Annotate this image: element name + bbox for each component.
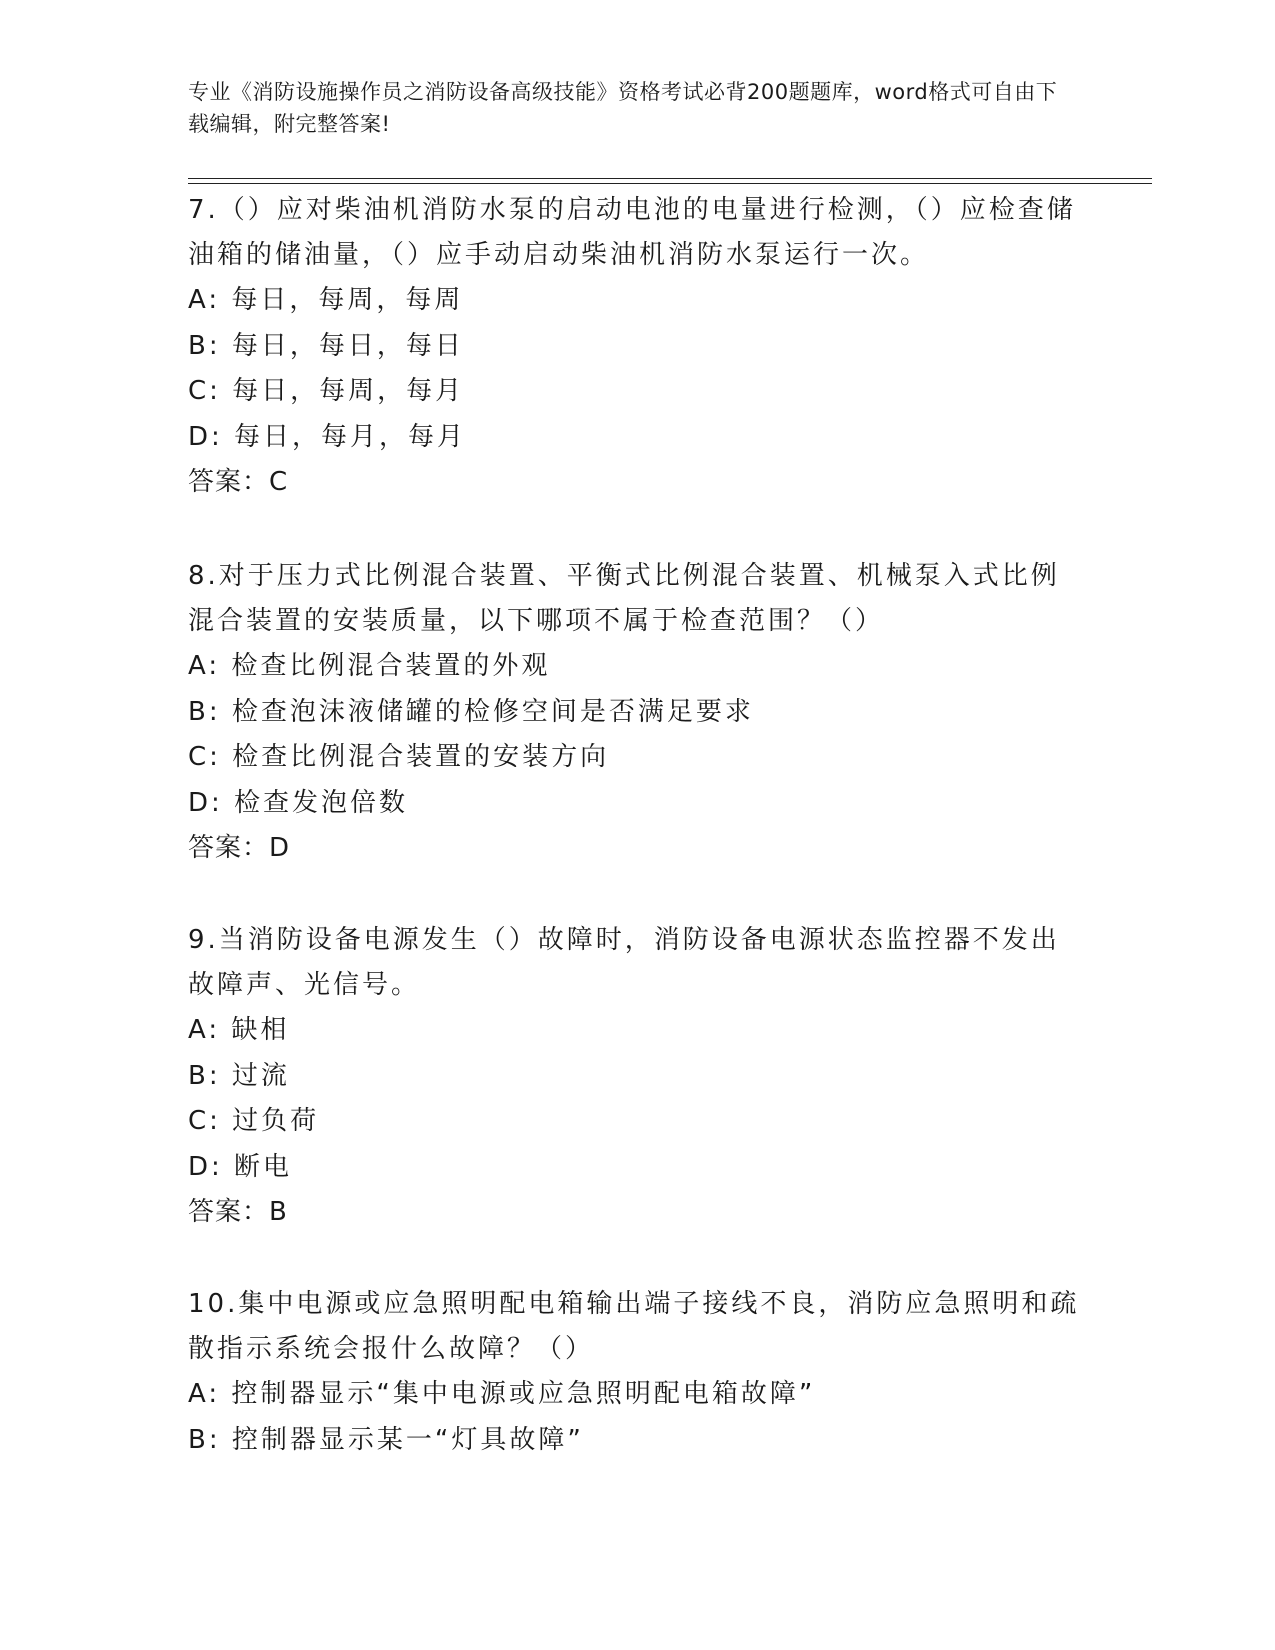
question-9 (188, 918, 1088, 1235)
question-7 (188, 188, 1088, 505)
question-stem: 9.当消防设备电源发生（）故障时，消防设备电源状态监控器不发出故障声、光信号。 (188, 925, 1060, 1000)
option-c: C: 检查比例混合装置的安装方向 (188, 742, 610, 772)
question-stem: 7.（）应对柴油机消防水泵的启动电池的电量进行检测，（）应检查储油箱的储油量，（）应手动启动柴油机消防水泵运行一次。 (188, 195, 1076, 270)
document-header: 专业《消防设施操作员之消防设备高级技能》资格考试必背200题题库，word格式可自由下载编辑，附完整答案! (188, 80, 1058, 136)
option-b: B: 每日，每日，每日 (188, 330, 464, 361)
header-divider-top (188, 178, 1152, 179)
question-8 (188, 554, 1088, 871)
option-c: C: 过负荷 (188, 1106, 320, 1136)
question-stem: 10.集中电源或应急照明配电箱输出端子接线不良，消防应急照明和疏散指示系统会报什么故障？（） (188, 1289, 1080, 1364)
option-a: A: 控制器显示“集中电源或应急照明配电箱故障” (188, 1379, 816, 1409)
option-b: B: 检查泡沫液储罐的检修空间是否满足要求 (188, 696, 754, 727)
option-a: A: 每日，每周，每周 (188, 285, 464, 315)
question-10 (188, 1282, 1088, 1463)
option-d: D: 断电 (188, 1151, 293, 1182)
option-d: D: 每日，每月，每月 (188, 421, 467, 452)
answer-line: 答案：B (188, 1197, 288, 1227)
option-a: A: 检查比例混合装置的外观 (188, 651, 551, 681)
answer-line: 答案：C (188, 467, 289, 497)
question-stem: 8.对于压力式比例混合装置、平衡式比例混合装置、机械泵入式比例混合装置的安装质量，以下哪项不属于检查范围？（） (188, 561, 1060, 636)
option-d: D: 检查发泡倍数 (188, 787, 409, 818)
header-divider-bottom (188, 183, 1152, 184)
option-a: A: 缺相 (188, 1015, 290, 1045)
answer-line: 答案：D (188, 833, 291, 863)
option-b: B: 过流 (188, 1060, 290, 1091)
option-c: C: 每日，每周，每月 (188, 376, 465, 406)
option-b: B: 控制器显示某一“灯具故障” (188, 1424, 584, 1455)
